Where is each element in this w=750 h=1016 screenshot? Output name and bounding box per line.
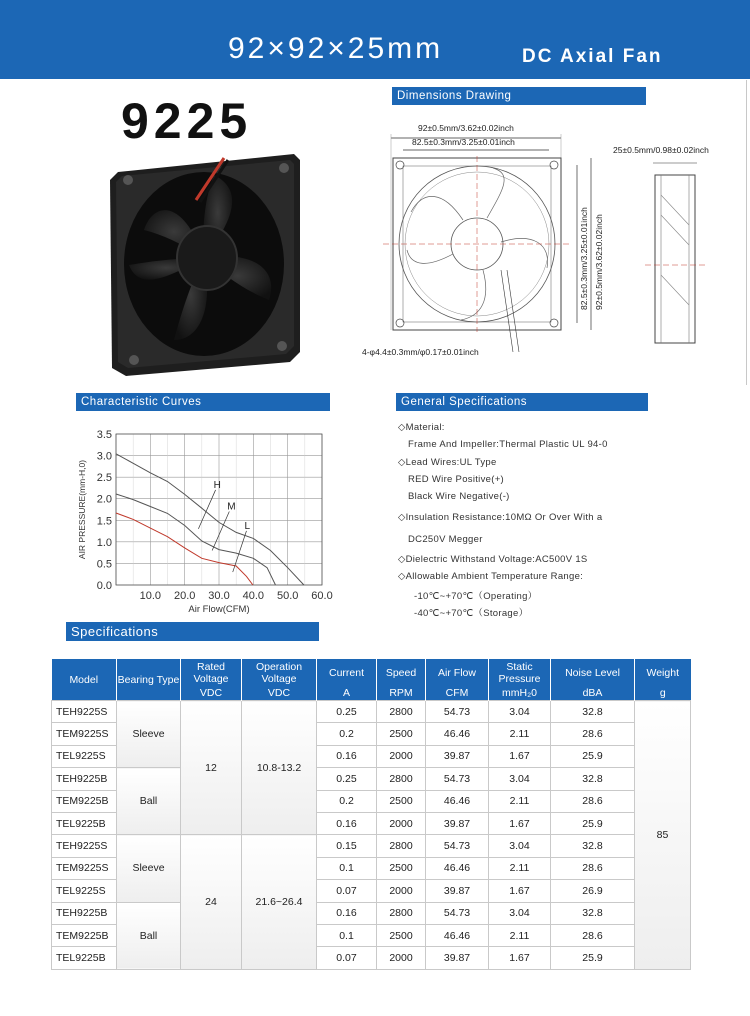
cell-bearing-type: Sleeve [117, 835, 181, 902]
cell-speed: 2000 [377, 947, 426, 969]
table-row [52, 701, 691, 723]
cell-airflow: 39.87 [426, 947, 489, 969]
spec-storage-temp: -40℃~+70℃（Storage） [414, 608, 529, 619]
banner-title: 92×92×25mm [228, 32, 444, 65]
top-banner [0, 0, 750, 79]
cell-speed: 2500 [377, 857, 426, 879]
unit-speed: RPM [377, 687, 426, 701]
col-header-weight: Weight [635, 659, 691, 687]
curve-line-m [116, 494, 276, 585]
spec-dielectric: ◇Dielectric Withstand Voltage:AC500V 1S [398, 554, 588, 565]
cell-pressure: 2.11 [489, 857, 551, 879]
col-header-pressure: Static Pressure [489, 659, 551, 687]
cell-current: 0.1 [317, 857, 377, 879]
cell-airflow: 54.73 [426, 701, 489, 723]
unit-airflow: CFM [426, 687, 489, 701]
col-header-current: Current [317, 659, 377, 687]
curve-leader-m [212, 512, 229, 551]
cell-speed: 2000 [377, 880, 426, 902]
banner-subtitle: DC Axial Fan [522, 46, 663, 67]
cell-operation-voltage: 10.8-13.2 [242, 701, 317, 835]
cell-current: 0.07 [317, 947, 377, 969]
right-divider [746, 80, 747, 385]
cell-airflow: 39.87 [426, 880, 489, 902]
specifications-header: Specifications [66, 622, 319, 641]
cell-bearing-type: Sleeve [117, 701, 181, 768]
unit-noise: dBA [551, 687, 635, 701]
cell-noise: 32.8 [551, 701, 635, 723]
table-row [52, 835, 691, 857]
cell-speed: 2800 [377, 835, 426, 857]
front-dimension-drawing [383, 120, 643, 360]
table-row [52, 902, 691, 924]
cell-bearing-type: Ball [117, 902, 181, 969]
mounting-holes-label: 4-φ4.4±0.3mm/φ0.17±0.01inch [362, 347, 479, 357]
cell-model: TEM9225S [52, 723, 117, 745]
cell-current: 0.15 [317, 835, 377, 857]
cell-speed: 2000 [377, 812, 426, 834]
x-tick-label: 20.0 [173, 590, 196, 602]
cell-noise: 25.9 [551, 812, 635, 834]
spec-insulation: ◇Insulation Resistance:10MΩ Or Over With a [398, 512, 603, 523]
cell-airflow: 46.46 [426, 723, 489, 745]
cell-model: TEL9225B [52, 812, 117, 834]
vertical-outer-label: 92±0.5mm/3.62±0.02inch [594, 214, 604, 310]
cell-pressure: 1.67 [489, 880, 551, 902]
cell-airflow: 46.46 [426, 790, 489, 812]
unit-pressure: mmH₂0 [489, 687, 551, 701]
characteristic-curves-header: Characteristic Curves [76, 393, 330, 411]
cell-noise: 28.6 [551, 723, 635, 745]
cell-model: TEM9225B [52, 790, 117, 812]
spec-temperature: ◇Allowable Ambient Temperature Range: [398, 571, 584, 582]
cell-speed: 2800 [377, 902, 426, 924]
spec-black-wire: Black Wire Negative(-) [408, 491, 510, 502]
cell-model: TEL9225S [52, 880, 117, 902]
y-tick-label: 2.0 [96, 493, 112, 506]
specifications-table [51, 659, 691, 970]
y-tick-label: 0.5 [96, 558, 112, 571]
cell-noise: 26.9 [551, 880, 635, 902]
cell-rated-voltage: 12 [181, 701, 242, 835]
general-specifications-header: General Specifications [396, 393, 648, 411]
curve-label-h: H [213, 479, 221, 491]
cell-airflow: 54.73 [426, 768, 489, 790]
cell-current: 0.07 [317, 880, 377, 902]
spec-megger: DC250V Megger [408, 534, 483, 545]
y-tick-label: 1.5 [96, 515, 112, 528]
cell-current: 0.2 [317, 723, 377, 745]
col-header-operation-voltage: Operation Voltage [242, 659, 317, 687]
cell-current: 0.16 [317, 902, 377, 924]
cell-speed: 2500 [377, 924, 426, 946]
spec-frame-material: Frame And Impeller:Thermal Plastic UL 94-0 [408, 439, 608, 450]
unit-operation-voltage: VDC [242, 687, 317, 701]
curve-label-l: L [244, 520, 251, 532]
cell-rated-voltage: 24 [181, 835, 242, 969]
cell-airflow: 46.46 [426, 924, 489, 946]
model-number: 9225 [121, 93, 253, 149]
cell-current: 0.1 [317, 924, 377, 946]
y-tick-label: 2.5 [96, 472, 112, 485]
cell-model: TEL9225S [52, 745, 117, 767]
cell-airflow: 39.87 [426, 812, 489, 834]
y-tick-label: 0.0 [96, 580, 112, 592]
cell-pressure: 1.67 [489, 812, 551, 834]
cell-pressure: 3.04 [489, 701, 551, 723]
col-header-noise: Noise Level [551, 659, 635, 687]
cell-bearing-type: Ball [117, 768, 181, 835]
unit-rated-voltage: VDC [181, 687, 242, 701]
cell-model: TEH9225S [52, 835, 117, 857]
y-tick-label: 1.0 [96, 536, 112, 549]
cell-airflow: 54.73 [426, 902, 489, 924]
spec-lead-wires: ◇Lead Wires:UL Type [398, 457, 497, 468]
hole-spacing-label: 82.5±0.3mm/3.25±0.01inch [412, 137, 515, 147]
cell-current: 0.16 [317, 812, 377, 834]
spec-operating-temp: -10℃~+70℃（Operating） [414, 591, 538, 602]
thickness-label: 25±0.5mm/0.98±0.02inch [613, 145, 709, 155]
vertical-hole-spacing-label: 82.5±0.3mm/3.25±0.01inch [579, 207, 589, 310]
cell-model: TEH9225S [52, 701, 117, 723]
cell-noise: 25.9 [551, 947, 635, 969]
x-tick-label: 40.0 [242, 590, 265, 602]
cell-noise: 28.6 [551, 790, 635, 812]
curve-line-h [116, 454, 304, 585]
cell-current: 0.25 [317, 701, 377, 723]
col-header-model: Model [52, 659, 117, 701]
table-row [52, 768, 691, 790]
dimensions-drawing-header: Dimensions Drawing [392, 87, 646, 105]
cell-pressure: 2.11 [489, 790, 551, 812]
cell-speed: 2500 [377, 723, 426, 745]
x-axis-label: Air Flow(CFM) [188, 604, 250, 615]
cell-model: TEH9225B [52, 902, 117, 924]
y-axis-label: AIR PRESSURE(mm-H,0) [77, 459, 87, 560]
unit-current: A [317, 687, 377, 701]
cell-model: TEM9225B [52, 924, 117, 946]
spec-red-wire: RED Wire Positive(+) [408, 474, 504, 485]
cell-current: 0.25 [317, 768, 377, 790]
y-tick-label: 3.0 [96, 450, 112, 463]
cell-noise: 32.8 [551, 768, 635, 790]
cell-pressure: 1.67 [489, 947, 551, 969]
cell-noise: 25.9 [551, 745, 635, 767]
fan-product-image [104, 140, 304, 385]
cell-speed: 2800 [377, 701, 426, 723]
y-tick-label: 3.5 [96, 429, 112, 441]
cell-pressure: 3.04 [489, 768, 551, 790]
x-tick-label: 30.0 [208, 590, 230, 602]
cell-pressure: 2.11 [489, 924, 551, 946]
cell-noise: 28.6 [551, 924, 635, 946]
cell-pressure: 2.11 [489, 723, 551, 745]
cell-speed: 2800 [377, 768, 426, 790]
cell-current: 0.2 [317, 790, 377, 812]
cell-model: TEH9225B [52, 768, 117, 790]
cell-weight: 85 [635, 701, 691, 970]
cell-operation-voltage: 21.6~26.4 [242, 835, 317, 969]
curve-label-m: M [227, 501, 236, 513]
col-header-bearing: Bearing Type [117, 659, 181, 701]
x-tick-label: 60.0 [311, 590, 333, 602]
curve-leader-h [198, 490, 215, 529]
cell-current: 0.16 [317, 745, 377, 767]
cell-model: TEM9225S [52, 857, 117, 879]
outer-width-label: 92±0.5mm/3.62±0.02inch [418, 123, 514, 133]
curve-leader-l [233, 531, 247, 572]
spec-material: ◇Material: [398, 422, 445, 433]
cell-airflow: 54.73 [426, 835, 489, 857]
cell-airflow: 46.46 [426, 857, 489, 879]
cell-speed: 2000 [377, 745, 426, 767]
cell-noise: 32.8 [551, 835, 635, 857]
x-tick-label: 50.0 [276, 590, 299, 602]
col-header-airflow: Air Flow [426, 659, 489, 687]
cell-model: TEL9225B [52, 947, 117, 969]
cell-pressure: 1.67 [489, 745, 551, 767]
col-header-rated-voltage: Rated Voltage [181, 659, 242, 687]
cell-noise: 32.8 [551, 902, 635, 924]
col-header-speed: Speed [377, 659, 426, 687]
side-dimension-drawing [645, 155, 705, 350]
cell-airflow: 39.87 [426, 745, 489, 767]
cell-pressure: 3.04 [489, 902, 551, 924]
cell-noise: 28.6 [551, 857, 635, 879]
performance-curve-chart [70, 422, 340, 617]
unit-weight: g [635, 687, 691, 701]
cell-pressure: 3.04 [489, 835, 551, 857]
cell-speed: 2500 [377, 790, 426, 812]
x-tick-label: 10.0 [139, 590, 162, 602]
